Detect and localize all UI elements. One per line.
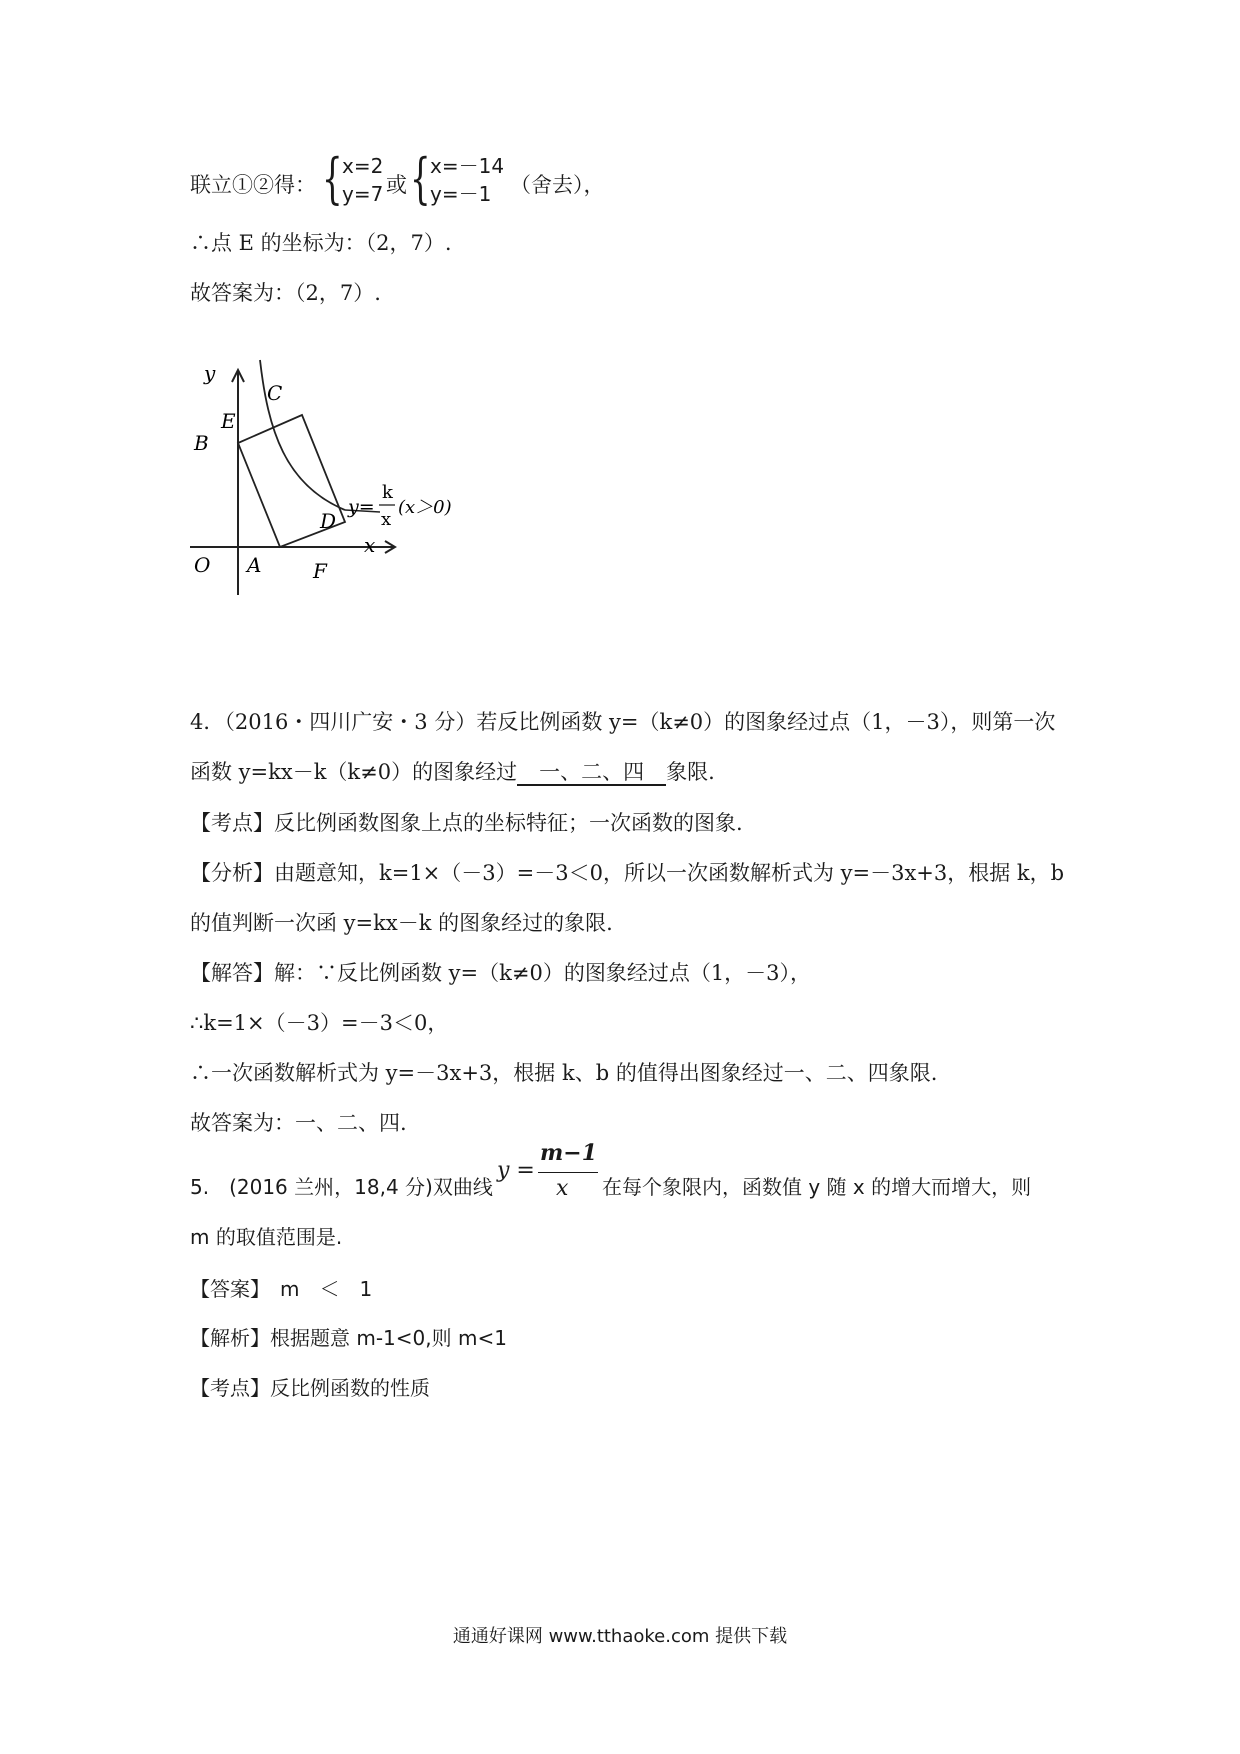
system-2	[430, 152, 504, 208]
q5-line2: m 的取值范围是.	[190, 1225, 343, 1249]
label-b: B	[194, 431, 209, 455]
curve-label-cond: (x＞0)	[398, 497, 452, 518]
q4-fenxi-2: 的值判断一次函 y=kx－k 的图象经过的象限.	[190, 911, 613, 935]
q5-jiexi: 【解析】根据题意 m-1<0,则 m<1	[190, 1326, 507, 1350]
q4-answer: 故答案为：一、二、四.	[190, 1111, 407, 1135]
label-a: A	[247, 553, 262, 577]
q4-line1: 4．（2016・四川广安・3 分）若反比例函数 y=（k≠0）的图象经过点（1，－3），则第一次	[190, 710, 1056, 734]
q4-answer-blank: 一、二、四	[517, 760, 666, 786]
q4-fenxi-1: 【分析】由题意知，k=1×（－3）=－3＜0，所以一次函数解析式为 y=－3x+3，根据 k，b	[190, 861, 1065, 885]
q5-suffix: 在每个象限内，函数值 y 随 x 的增大而增大，则	[602, 1175, 1032, 1199]
solution3-answer: 故答案为：（2，7）.	[190, 281, 381, 305]
q4-jieda-1: 【解答】解：∵反比例函数 y=（k≠0）的图象经过点（1，－3），	[190, 961, 812, 985]
geometry-figure	[180, 350, 540, 600]
q5-frac-num: m−1	[540, 1140, 598, 1166]
label-f: F	[313, 559, 327, 583]
label-y: y	[204, 361, 216, 385]
label-c: C	[267, 381, 283, 405]
therefore-point-e: ∴点 E 的坐标为：（2，7）.	[190, 231, 452, 255]
q5-kaodian: 【考点】反比例函数的性质	[190, 1376, 430, 1400]
q4-jieda-3: ∴一次函数解析式为 y=－3x+3，根据 k、b 的值得出图象经过一、二、四象限.	[190, 1061, 938, 1085]
label-d: D	[320, 509, 337, 533]
q4-line2-suffix: 象限.	[666, 760, 715, 784]
q5-prefix: 5. (2016 兰州，18,4 分)双曲线	[190, 1175, 493, 1199]
q4-line2	[190, 757, 715, 787]
curve-label-k: k	[382, 482, 393, 503]
label-x: x	[364, 533, 376, 557]
system-1-x: x=2	[342, 154, 384, 178]
system-2-x: x=－14	[430, 154, 505, 178]
or-text: 或	[386, 173, 407, 197]
page-footer: 通通好课网 www.tthaoke.com 提供下载	[452, 1626, 788, 1647]
curve-label-x: x	[381, 509, 392, 530]
q5-frac-bar	[538, 1172, 598, 1173]
system-1	[342, 152, 383, 208]
left-brace-1: {	[322, 147, 343, 210]
simul-prefix: 联立①②得：	[190, 173, 316, 197]
q4-jieda-2: ∴k=1×（－3）=－3＜0，	[190, 1011, 449, 1035]
system-1-y: y=7	[342, 182, 384, 206]
q5-frac-den: x	[556, 1176, 569, 1201]
q5-answer: 【答案】 m ＜ 1	[190, 1277, 373, 1301]
discard-note: （舍去），	[510, 173, 605, 197]
label-o: O	[194, 553, 211, 577]
q4-line2-prefix: 函数 y=kx－k（k≠0）的图象经过	[190, 760, 518, 784]
q5-frac-y: y =	[497, 1158, 535, 1183]
system-2-y: y=－1	[430, 182, 492, 206]
left-brace-2: {	[410, 147, 431, 210]
q4-kaodian: 【考点】反比例函数图象上点的坐标特征；一次函数的图象.	[190, 811, 743, 835]
curve-label-y: y=	[348, 496, 375, 518]
label-e: E	[221, 409, 236, 433]
